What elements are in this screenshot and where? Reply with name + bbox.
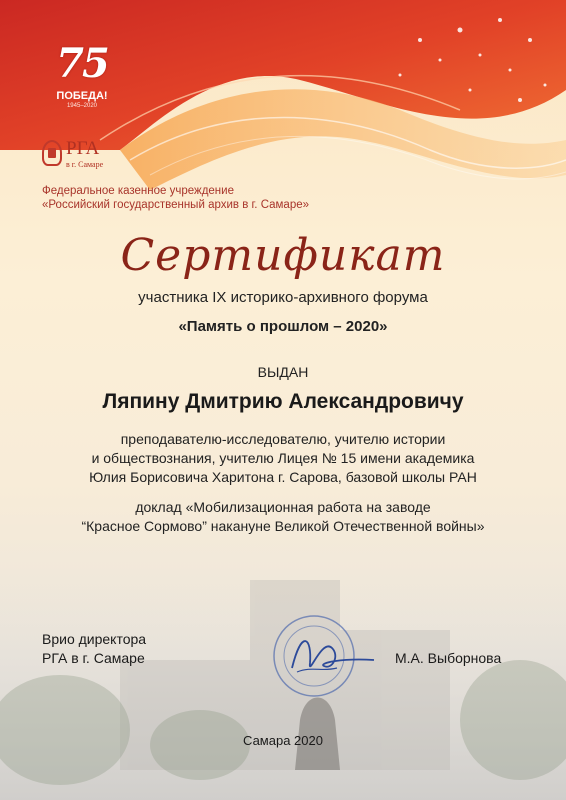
- stamp-and-signature: [262, 608, 382, 708]
- organization-line-1: Федеральное казенное учреждение: [42, 185, 234, 197]
- red-wave-decoration: [0, 0, 566, 260]
- report-title: [0, 498, 566, 536]
- issued-label: ВЫДАН: [257, 364, 309, 380]
- recipient-name: Ляпину Дмитрию Александровичу: [102, 390, 464, 413]
- emblem-slogan: ПОБЕДА!: [56, 90, 108, 102]
- organization-name: [42, 184, 402, 212]
- emblem-number: 75: [56, 40, 108, 87]
- archive-mark-icon: [42, 140, 62, 166]
- participant-line: участника IX историко-архивного форума: [138, 289, 428, 306]
- city-year: Самара 2020: [243, 733, 323, 748]
- recipient-position: [0, 430, 566, 487]
- signer-role-line-2: РГА в г. Самаре: [42, 650, 145, 666]
- organization-line-2: «Российский государственный архив в г. Самаре»: [42, 199, 310, 211]
- emblem-years: 1945–2020: [66, 103, 98, 109]
- position-line-2: и обществознания, учителю Лицея № 15 имени академика: [91, 450, 475, 466]
- victory-75-emblem: [52, 40, 112, 110]
- signer-role-line-1: Врио директора: [42, 631, 147, 647]
- archive-abbr: РГА: [66, 138, 100, 159]
- forum-name: «Память о прошлом – 2020»: [178, 318, 388, 335]
- report-line-2: “Красное Сормово” накануне Великой Отечественной войны»: [81, 518, 485, 534]
- archive-subtitle: в г. Самаре: [66, 160, 104, 169]
- signer-role: [42, 630, 146, 668]
- position-line-1: преподавателю-исследователю, учителю истории: [120, 431, 446, 447]
- signer-name: М.А. Выборнова: [395, 650, 502, 666]
- position-line-3: Юлия Борисовича Харитона г. Сарова, базовой школы РАН: [89, 469, 477, 485]
- certificate-title: Сертификат: [120, 230, 446, 281]
- report-line-1: доклад «Мобилизационная работа на заводе: [135, 499, 431, 515]
- archive-logo: [42, 138, 122, 178]
